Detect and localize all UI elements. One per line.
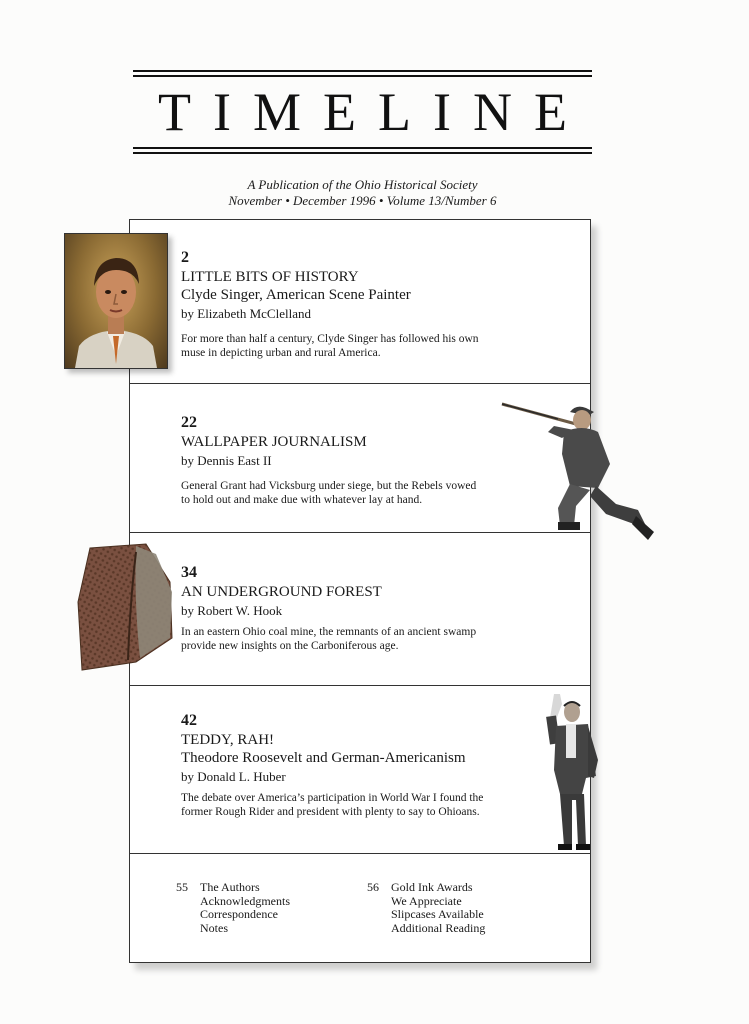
publication-line: A Publication of the Ohio Historical Society: [247, 177, 478, 192]
article-title[interactable]: WALLPAPER JOURNALISM: [181, 434, 367, 450]
department-item[interactable]: Correspondence: [200, 907, 278, 921]
masthead: [133, 70, 592, 154]
roosevelt-illustration: [536, 690, 606, 856]
page-number: 2: [181, 249, 189, 266]
description-line: For more than half a century, Clyde Singer has followed his own: [181, 333, 479, 345]
department-item[interactable]: Additional Reading: [391, 920, 486, 935]
description-line: to hold out and make due with whatever lay at hand.: [181, 494, 423, 506]
department-item[interactable]: Acknowledgments: [200, 893, 290, 908]
page-number: 56: [367, 880, 379, 894]
article-description: [181, 332, 560, 360]
soldier-illustration: [498, 398, 658, 546]
department-item[interactable]: Slipcases Available: [391, 907, 484, 921]
description-line: muse in depicting urban and rural America.: [181, 347, 381, 359]
description-line: provide new insights on the Carboniferous age.: [181, 640, 399, 652]
description-line: The debate over America’s participation in World War I found the: [181, 792, 484, 804]
article-description: [181, 625, 560, 653]
article-entry-42[interactable]: [130, 685, 590, 854]
article-subtitle: Clyde Singer, American Scene Painter: [181, 287, 411, 303]
portrait-painting-image: [64, 233, 168, 369]
article-description: [181, 791, 560, 819]
fossil-image: [76, 542, 176, 672]
page-number: 42: [181, 712, 197, 729]
department-item[interactable]: We Appreciate: [391, 893, 462, 908]
portrait-illustration: [65, 234, 167, 368]
description-line: In an eastern Ohio coal mine, the remnants of an ancient swamp: [181, 626, 477, 638]
table-of-contents: [129, 219, 591, 963]
article-byline: by Dennis East II: [181, 453, 272, 468]
article-byline: by Elizabeth McClelland: [181, 306, 311, 321]
article-title[interactable]: LITTLE BITS OF HISTORY: [181, 269, 359, 285]
roosevelt-figure-image: [536, 690, 606, 856]
page-number: 34: [181, 564, 197, 581]
page-number: 55: [176, 880, 188, 894]
department-item[interactable]: Notes: [200, 920, 228, 935]
masthead-bottom-rule: [133, 147, 592, 154]
page-number: 22: [181, 414, 197, 431]
departments-column-56: [367, 881, 485, 935]
soldier-rifle-image: [498, 398, 658, 546]
article-subtitle: Theodore Roosevelt and German-Americanism: [181, 750, 466, 766]
article-entry-34[interactable]: [130, 532, 590, 686]
publication-info: [133, 177, 592, 209]
departments: [130, 853, 590, 962]
description-line: former Rough Rider and president with plenty to say to Ohioans.: [181, 806, 480, 818]
article-byline: by Donald L. Huber: [181, 769, 286, 784]
department-item[interactable]: Gold Ink Awards: [391, 880, 473, 894]
article-title[interactable]: AN UNDERGROUND FOREST: [181, 584, 382, 600]
department-item[interactable]: The Authors: [200, 880, 260, 894]
fossil-illustration: [76, 542, 176, 672]
departments-column-55: [176, 881, 290, 935]
issue-line: November • December 1996 • Volume 13/Number 6: [228, 193, 497, 208]
article-entry-2[interactable]: [130, 220, 590, 384]
description-line: General Grant had Vicksburg under siege, but the Rebels vowed: [181, 480, 477, 492]
masthead-top-rule: [133, 70, 592, 77]
article-byline: by Robert W. Hook: [181, 603, 283, 618]
article-title[interactable]: TEDDY, RAH!: [181, 732, 275, 748]
masthead-title: TIMELINE: [158, 82, 589, 142]
